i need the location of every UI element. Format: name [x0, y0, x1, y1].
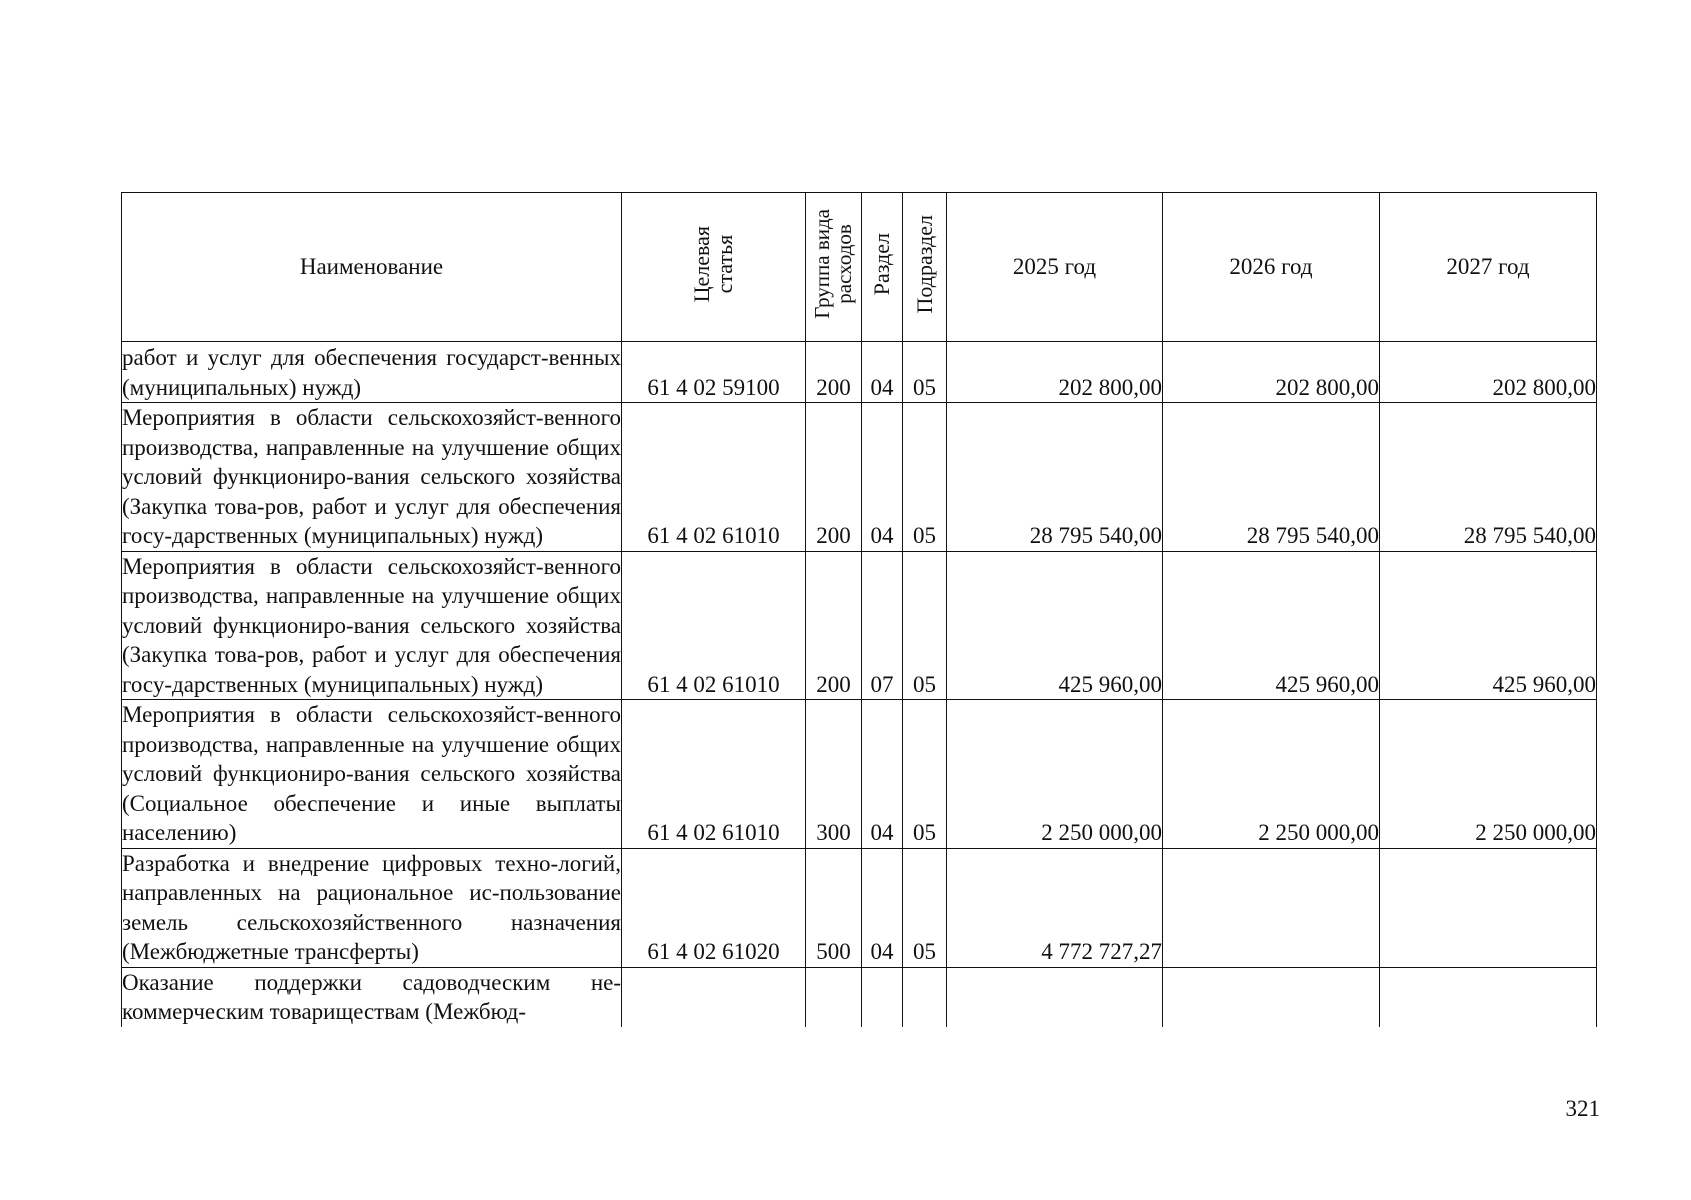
header-year-2027: 2027 год	[1380, 193, 1597, 342]
row-target-article: 61 4 02 61010	[622, 403, 806, 552]
row-amount-2027	[1380, 967, 1597, 1027]
row-target-article: 61 4 02 59100	[622, 342, 806, 403]
row-amount-2026: 425 960,00	[1163, 551, 1380, 700]
table-row	[122, 700, 1597, 849]
row-subsection: 05	[903, 403, 947, 552]
header-expense-group: Группа вида расходов	[806, 193, 862, 342]
row-amount-2025	[947, 967, 1163, 1027]
table-row	[122, 848, 1597, 967]
row-amount-2025: 202 800,00	[947, 342, 1163, 403]
row-section	[862, 967, 903, 1027]
row-expense-group: 200	[806, 342, 862, 403]
row-amount-2026	[1163, 848, 1380, 967]
row-amount-2025: 28 795 540,00	[947, 403, 1163, 552]
row-amount-2027	[1380, 848, 1597, 967]
row-subsection: 05	[903, 848, 947, 967]
header-subsection: Подраздел	[903, 193, 947, 342]
row-amount-2025: 2 250 000,00	[947, 700, 1163, 849]
header-target-article: Целевая статья	[622, 193, 806, 342]
header-year-2026: 2026 год	[1163, 193, 1380, 342]
row-amount-2027: 425 960,00	[1380, 551, 1597, 700]
row-amount-2025: 425 960,00	[947, 551, 1163, 700]
row-amount-2026: 202 800,00	[1163, 342, 1380, 403]
row-section: 04	[862, 848, 903, 967]
table-row	[122, 967, 1597, 1027]
row-amount-2027: 2 250 000,00	[1380, 700, 1597, 849]
page-number: 321	[1565, 1096, 1600, 1121]
row-expense-group: 200	[806, 551, 862, 700]
table-row	[122, 551, 1597, 700]
row-amount-2026: 28 795 540,00	[1163, 403, 1380, 552]
row-name: Оказание поддержки садоводческим не-коммерческим товариществам (Межбюд-	[122, 967, 622, 1027]
header-name: Наименование	[122, 193, 622, 342]
row-expense-group	[806, 967, 862, 1027]
row-subsection	[903, 967, 947, 1027]
row-expense-group: 300	[806, 700, 862, 849]
row-amount-2027: 202 800,00	[1380, 342, 1597, 403]
row-target-article: 61 4 02 61010	[622, 551, 806, 700]
table-row	[122, 403, 1597, 552]
row-target-article: 61 4 02 61020	[622, 848, 806, 967]
row-amount-2027: 28 795 540,00	[1380, 403, 1597, 552]
row-name: работ и услуг для обеспечения государст-венных (муниципальных) нужд)	[122, 342, 622, 403]
row-name: Мероприятия в области сельскохозяйст-венного производства, направленные на улучшение общих условий функциониро-вания сельского хозяйства (Социальное обеспечение и иные выплаты населению)	[122, 700, 622, 849]
row-amount-2026: 2 250 000,00	[1163, 700, 1380, 849]
header-year-2025: 2025 год	[947, 193, 1163, 342]
row-name: Мероприятия в области сельскохозяйст-венного производства, направленные на улучшение общих условий функциониро-вания сельского хозяйства (Закупка това-ров, работ и услуг для обеспечения госу-дарственных (муниципальных) нужд)	[122, 551, 622, 700]
row-section: 04	[862, 403, 903, 552]
row-amount-2025: 4 772 727,27	[947, 848, 1163, 967]
row-name: Разработка и внедрение цифровых техно-логий, направленных на рациональное ис-пользование земель сельскохозяйственного назначения (Межбюджетные трансферты)	[122, 848, 622, 967]
row-subsection: 05	[903, 700, 947, 849]
row-target-article	[622, 967, 806, 1027]
row-subsection: 05	[903, 551, 947, 700]
header-section: Раздел	[862, 193, 903, 342]
table-header-row	[122, 193, 1597, 342]
budget-table	[121, 192, 1597, 1027]
row-expense-group: 500	[806, 848, 862, 967]
table-row	[122, 342, 1597, 403]
row-amount-2026	[1163, 967, 1380, 1027]
row-section: 04	[862, 342, 903, 403]
row-section: 04	[862, 700, 903, 849]
row-expense-group: 200	[806, 403, 862, 552]
row-name: Мероприятия в области сельскохозяйст-венного производства, направленные на улучшение общих условий функциониро-вания сельского хозяйства (Закупка това-ров, работ и услуг для обеспечения госу-дарственных (муниципальных) нужд)	[122, 403, 622, 552]
row-target-article: 61 4 02 61010	[622, 700, 806, 849]
row-section: 07	[862, 551, 903, 700]
row-subsection: 05	[903, 342, 947, 403]
